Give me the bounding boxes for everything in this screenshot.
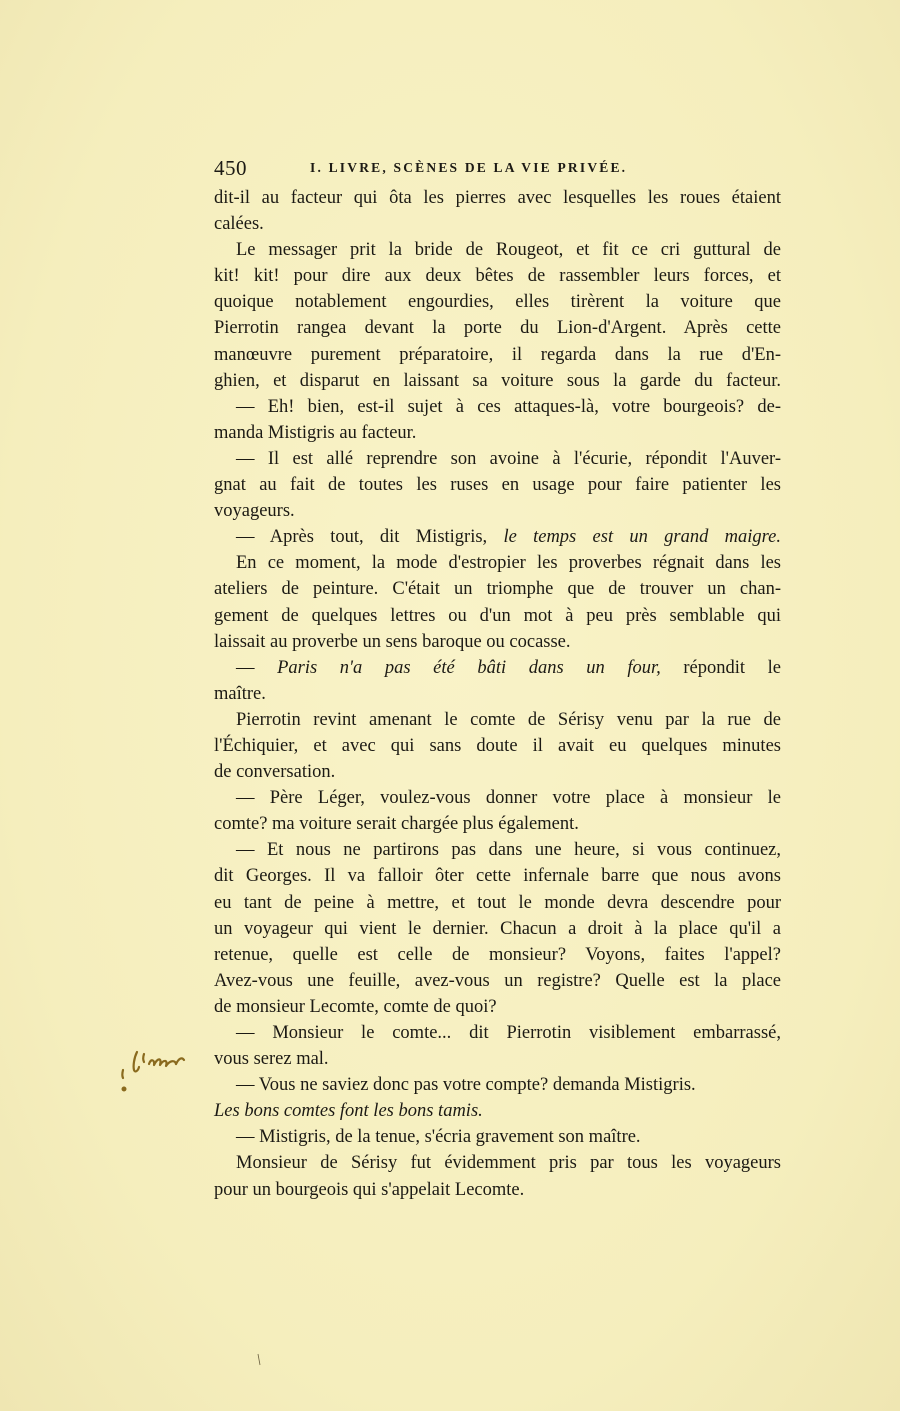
text-line	[214, 863, 781, 889]
text-line	[214, 603, 781, 629]
line-text: Monsieur de Sérisy fut évidemment pris par tous les voyageurs	[236, 1153, 781, 1174]
text-line	[214, 785, 781, 811]
line-text: Pierrotin revint amenant le comte de Sérisy venu par la rue de	[236, 709, 781, 730]
text-line	[214, 368, 781, 394]
line-text: de conversation.	[214, 762, 336, 783]
text-line	[214, 211, 781, 237]
line-text: comte? ma voiture serait chargée plus également.	[214, 814, 579, 835]
line-text: dit Georges. Il va falloir ôter cette infernale barre que nous avons	[214, 866, 781, 887]
line-text: quoique notablement engourdies, elles tirèrent la voiture que	[214, 292, 781, 313]
text-line	[214, 237, 781, 263]
text-line	[214, 1046, 781, 1072]
text-line	[214, 524, 781, 550]
line-text: ateliers de peinture. C'était un triomphe que de trouver un chan-	[214, 579, 781, 600]
line-text: dit-il au facteur qui ôta les pierres avec lesquelles les roues étaient	[214, 188, 781, 208]
page-header	[214, 156, 784, 182]
text-line	[214, 1020, 781, 1046]
text-line	[214, 576, 781, 602]
line-text: l'Échiquier, et avec qui sans doute il avait eu quelques minutes	[214, 735, 781, 756]
text-line	[214, 811, 781, 837]
line-text: ghien, et disparut en laissant sa voiture sous la garde du facteur.	[214, 370, 781, 391]
line-text: retenue, quelle est celle de monsieur? Voyons, faites l'appel?	[214, 944, 781, 965]
text-line	[214, 446, 781, 472]
line-text: — Mistigris, de la tenue, s'écria gravement son maître.	[236, 1127, 641, 1148]
text-line	[214, 968, 781, 994]
line-text: gnat au fait de toutes les ruses en usage pour faire patienter les	[214, 475, 781, 496]
text-line	[214, 472, 781, 498]
line-text: pour un bourgeois qui s'appelait Lecomte.	[214, 1179, 525, 1200]
running-head: I. LIVRE, SCÈNES DE LA VIE PRIVÉE.	[310, 160, 628, 175]
text-line	[214, 550, 781, 576]
text-line	[214, 498, 781, 524]
italic-proverb: le temps est un grand maigre.	[503, 527, 781, 548]
text-line	[214, 185, 781, 211]
line-text: un voyageur qui vient le dernier. Chacun a droit à la place qu'il a	[214, 918, 781, 939]
line-text: kit! kit! pour dire aux deux bêtes de rassembler leurs forces, et	[214, 266, 781, 287]
line-text: répondit le	[660, 657, 782, 678]
text-line	[214, 1150, 781, 1176]
stray-ink-mark	[257, 1353, 261, 1367]
text-line	[214, 890, 781, 916]
text-line	[214, 263, 781, 289]
page-number: 450	[214, 156, 247, 180]
line-text: — Après tout, dit Mistigris,	[236, 527, 504, 548]
text-line	[214, 1177, 781, 1203]
text-line	[214, 837, 781, 863]
text-line	[214, 681, 781, 707]
line-text: — Et nous ne partirons pas dans une heure, si vous continuez,	[236, 840, 781, 861]
text-line	[214, 916, 781, 942]
text-line	[214, 1072, 781, 1098]
text-line	[214, 315, 781, 341]
text-line	[214, 1098, 781, 1124]
line-text: vous serez mal.	[214, 1049, 329, 1070]
line-text: maître.	[214, 683, 266, 704]
italic-proverb: Paris n'a pas été bâti dans un four,	[277, 657, 661, 678]
text-line	[214, 942, 781, 968]
line-text: — Il est allé reprendre son avoine à l'écurie, répondit l'Auver-	[236, 448, 781, 469]
line-text: En ce moment, la mode d'estropier les proverbes régnait dans les	[236, 553, 781, 574]
text-line	[214, 420, 781, 446]
text-line	[214, 394, 781, 420]
line-text: calées.	[214, 214, 264, 235]
line-text: — Monsieur le comte... dit Pierrotin visiblement embarrassé,	[236, 1023, 781, 1043]
italic-proverb: Les bons comtes font les bons tamis.	[214, 1101, 483, 1122]
text-line	[214, 707, 781, 733]
line-text: — Eh! bien, est-il sujet à ces attaques-là, votre bourgeois? de-	[236, 396, 781, 417]
line-text: de monsieur Lecomte, comte de quoi?	[214, 996, 497, 1017]
line-text: Le messager prit la bride de Rougeot, et fit ce cri guttural de	[236, 240, 781, 261]
text-line	[214, 342, 781, 368]
text-line	[214, 655, 781, 681]
handwritten-margin-note	[118, 1048, 198, 1110]
line-text: — Père Léger, voulez-vous donner votre place à monsieur le	[236, 788, 781, 809]
line-text: manda Mistigris au facteur.	[214, 422, 417, 443]
line-text: eu tant de peine à mettre, et tout le monde devra descendre pour	[214, 892, 781, 913]
line-text: Pierrotin rangea devant la porte du Lion-d'Argent. Après cette	[214, 318, 781, 339]
text-line	[214, 289, 781, 315]
text-line	[214, 1124, 781, 1150]
line-text: voyageurs.	[214, 501, 295, 522]
line-text: —	[236, 657, 278, 678]
text-line	[214, 629, 781, 655]
text-line	[214, 759, 781, 785]
line-text: — Vous ne saviez donc pas votre compte? demanda Mistigris.	[236, 1075, 696, 1096]
line-text: Avez-vous une feuille, avez-vous un registre? Quelle est la place	[214, 970, 781, 991]
text-line	[214, 994, 781, 1020]
line-text: gement de quelques lettres ou d'un mot à peu près semblable qui	[214, 605, 781, 626]
line-text: manœuvre purement préparatoire, il regarda dans la rue d'En-	[214, 344, 781, 365]
text-line	[214, 733, 781, 759]
body-text	[214, 185, 781, 1203]
line-text: laissait au proverbe un sens baroque ou cocasse.	[214, 631, 571, 652]
